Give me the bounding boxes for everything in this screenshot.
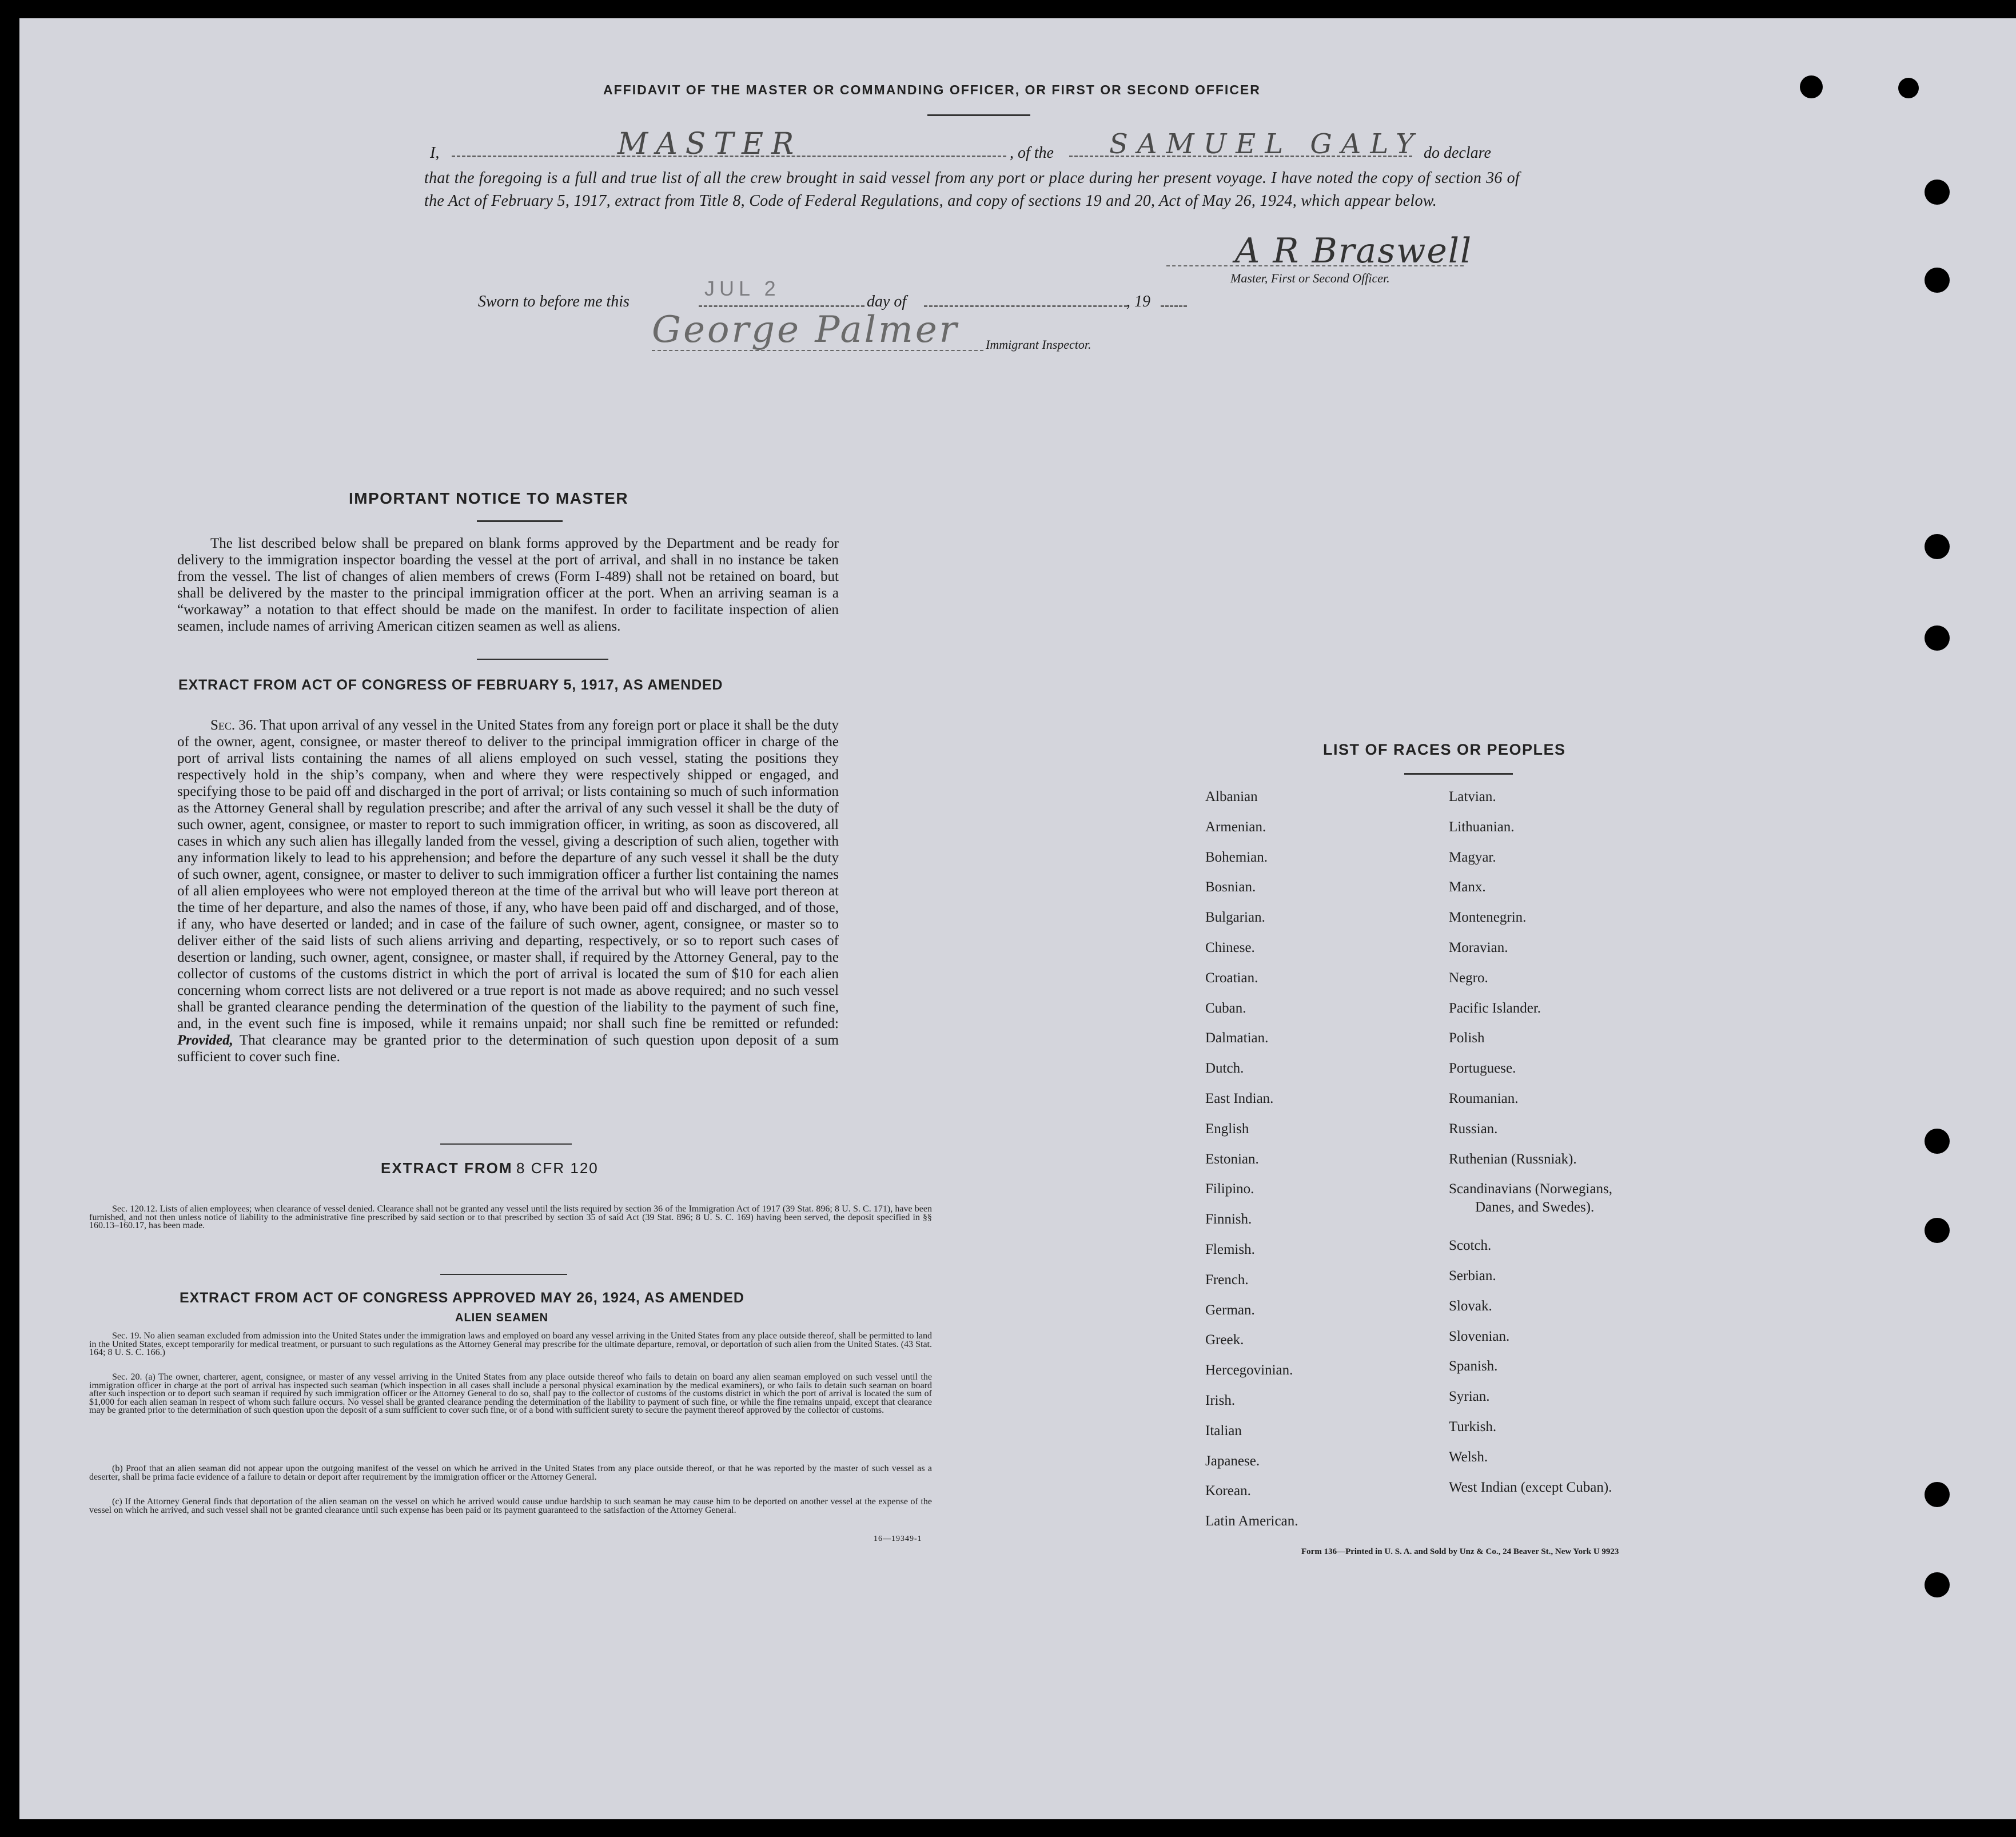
date-stamp: JUL 2 xyxy=(704,277,780,300)
extract1917-end-rule xyxy=(440,1143,572,1145)
race-item: Negro. xyxy=(1449,970,1488,986)
extract-cfr-title xyxy=(381,1159,599,1177)
inspector-caption: Immigrant Inspector. xyxy=(986,337,1091,352)
alien-seamen-subtitle: ALIEN SEAMEN xyxy=(455,1312,549,1324)
affidavit-paragraph: that the foregoing is a full and true list of all the crew brought in said vessel from any port or place during her present voyage. I have noted the copy of section 36 of the Act of February 5, 1917, extract from Title 8, Code of Federal Regulations, and copy of sections 19 and 20, Act of May 26, 1924, which appear below. xyxy=(424,169,1520,210)
provided-label: Provided, xyxy=(177,1033,233,1048)
race-item: English xyxy=(1205,1121,1249,1137)
affidavit-do-declare: do declare xyxy=(1424,144,1491,162)
affidavit-line1-prefix: I, xyxy=(430,144,440,162)
notice-title-rule xyxy=(477,520,563,522)
sworn-prefix: Sworn to before me this xyxy=(478,293,629,310)
sec20c-body: (c) If the Attorney General finds that deportation of the alien seaman on the vessel on which he arrived would cause undue hardship to such seaman he may cause him to be deported on another vessel at the expense of the vessel on which he arrived, and such vessel shall not be granted clearance until such expense has been paid or its payment guaranteed to the satisfaction of the Attorney General. xyxy=(89,1497,932,1515)
race-item: Finnish. xyxy=(1205,1212,1252,1227)
notice-end-rule xyxy=(477,659,608,660)
race-item: Filipino. xyxy=(1205,1181,1254,1197)
sec36-label: Sec. 36. xyxy=(210,718,257,733)
sec20a-body: Sec. 20. (a) The owner, charterer, agent, consignee, or master of any vessel arriving in the United States from any place outside thereof who fails to detain on board any alien seaman employed on such vessel until the immigration officer in charge at the port of arrival has inspected such seaman (which inspection in all cases shall include a personal physical examination by the medical examiners), or who fails to detain such seaman on board after such inspection or to deport such seaman if required by such immigration officer or the Attorney General to do so, shall pay to the collector of customs of the customs district in which the port of arrival is located the sum of $1,000 for each alien seaman in respect of whom such failure occurs. No vessel shall be granted clearance pending the determination of the liability to payment of such fine, or while the fine remains unpaid, except that clearance may be granted prior to the determination of such question upon the deposit of a sum sufficient to cover such fine, or of a bond with sufficient surety to secure the payment thereof approved by the collector of customs. xyxy=(89,1372,932,1415)
race-item: Chinese. xyxy=(1205,940,1255,955)
race-item: Latvian. xyxy=(1449,789,1496,804)
race-item: Pacific Islander. xyxy=(1449,1001,1541,1016)
cfr-end-rule xyxy=(440,1274,567,1275)
punch-hole-3 xyxy=(1925,180,1950,205)
race-item: Bulgarian. xyxy=(1205,910,1265,925)
race-item: Syrian. xyxy=(1449,1389,1490,1404)
inspector-signature: George Palmer xyxy=(652,309,959,351)
race-item: Portuguese. xyxy=(1449,1061,1516,1076)
races-title: LIST OF RACES OR PEOPLES xyxy=(1323,741,1566,758)
sworn-month-blank xyxy=(924,305,1127,307)
vessel-name-handwritten: SAMUEL GALY xyxy=(1109,128,1423,160)
race-item: Scandinavians (Norwegians, xyxy=(1449,1181,1613,1197)
punch-hole-4 xyxy=(1925,268,1950,293)
cfr-title-ref: 8 CFR 120 xyxy=(516,1159,599,1177)
punch-hole-8 xyxy=(1925,1218,1950,1243)
races-title-rule xyxy=(1404,773,1513,775)
punch-hole-5 xyxy=(1925,534,1950,559)
race-item: Albanian xyxy=(1205,789,1258,804)
sworn-year: , 19 xyxy=(1126,293,1150,310)
race-item: Russian. xyxy=(1449,1121,1498,1137)
signature-caption: Master, First or Second Officer. xyxy=(1230,271,1390,285)
race-item: Estonian. xyxy=(1205,1151,1259,1167)
race-item: Italian xyxy=(1205,1423,1242,1438)
sworn-day-of: day of xyxy=(867,293,907,310)
position-handwritten: MASTER xyxy=(617,127,802,161)
extract1917-title: EXTRACT FROM ACT OF CONGRESS OF FEBRUARY 5, 1917, AS AMENDED xyxy=(178,677,723,693)
cfr-title-prefix: EXTRACT FROM xyxy=(381,1159,513,1177)
race-item: Korean. xyxy=(1205,1483,1251,1499)
punch-hole-2 xyxy=(1898,78,1919,98)
race-item: Turkish. xyxy=(1449,1419,1497,1434)
sworn-date-blank xyxy=(699,305,864,307)
race-item: Scotch. xyxy=(1449,1238,1492,1253)
race-item: West Indian (except Cuban). xyxy=(1449,1480,1612,1495)
form-code: 16—19349-1 xyxy=(874,1535,922,1543)
race-item: Montenegrin. xyxy=(1449,910,1527,925)
race-item: Croatian. xyxy=(1205,970,1258,986)
notice-body: The list described below shall be prepared on blank forms approved by the Department and be ready for delivery to the immigration inspector boarding the vessel at the port of arrival, and shall in no instance be taken from the vessel. The list of changes of alien members of crews (Form I-489) shall not be retained on board, but shall be delivered by the master to the principal immigration officer at the port. When an arriving seaman is a “workaway” a notation to that effect should be made on the manifest. In order to facilitate inspection of alien seamen, include names of arriving American citizen seamen as well as aliens. xyxy=(177,536,839,634)
punch-hole-10 xyxy=(1925,1572,1950,1597)
race-item: Japanese. xyxy=(1205,1453,1260,1469)
race-item: Moravian. xyxy=(1449,940,1508,955)
printer-footer: Form 136—Printed in U. S. A. and Sold by Unz & Co., 24 Beaver St., New York U 9923 xyxy=(1301,1547,1619,1556)
sec19-body: Sec. 19. No alien seaman excluded from admission into the United States under the immigration laws and employed on board any vessel arriving in the United States from any place outside thereof, shall be permitted to land in the United States, except temporarily for medical treatment, or pursuant to such regulations as the Attorney General may prescribe for the ultimate departure, removal, or deportation of such alien from the United States. (43 Stat. 164; 8 U. S. C. 166.) xyxy=(89,1331,932,1357)
race-item: Cuban. xyxy=(1205,1001,1246,1016)
sec20b-body: (b) Proof that an alien seaman did not appear upon the outgoing manifest of the vessel on which he arrived in the United States from any place outside thereof, or that he was reported by the master of such vessel as a deserter, shall be prima facie evidence of a failure to detain or deport after requirement by the immigration officer or the Attorney General. xyxy=(89,1464,932,1482)
cfr-body: Sec. 120.12. Lists of alien employees; when clearance of vessel denied. Clearance shall not be granted any vessel until the lists required by section 36 of the Immigration Act of 1917 (39 Stat. 896; 8 U. S. C. 171), have been furnished, and not then unless notice of liability to the administrative fine prescribed by said section or to that prescribed by section 35 of said Act (39 Stat. 896; 8 U. S. C. 169) having been served, the deposit specified in §§ 160.13–160.17, has been made. xyxy=(89,1204,932,1230)
race-item: Welsh. xyxy=(1449,1449,1488,1465)
race-item: Irish. xyxy=(1205,1393,1236,1408)
race-item: Armenian. xyxy=(1205,819,1266,835)
race-item: Bohemian. xyxy=(1205,850,1268,865)
sec36-text: That upon arrival of any vessel in the United States from any foreign port or place it shall be the duty of the owner, agent, consignee, or master thereof to deliver to the principal immigration officer in charge of the port of arrival lists containing the names of all aliens employed on such vessel, stating the positions they respectively hold in the ship’s company, when and where they were respectively shipped or engaged, and specifying those to be paid off and discharged in the port of arrival; or lists containing so much of such information as the Attorney General shall by regulation prescribe; and after the arrival of any such vessel it shall be the duty of such owner, agent, consignee, or master to report to such immigration officer, in writing, as soon as discovered, all cases in which any such alien has illegally landed from the vessel, giving a description of such alien, together with any information likely to lead to his apprehension; and before the departure of any such vessel it shall be the duty of such owner, agent, consignee, or master to deliver to such immigration officer a further list containing the names of all alien employees who were not employed thereon at the time of the arrival but who will leave port thereon at the time of her departure, and also the names of those, if any, who have been paid off and discharged, and of those, if any, who have deserted or landed; and in case of the failure of such owner, agent, consignee, or master so to deliver either of the said lists of such aliens arriving and departing, respectively, or so to report such cases of desertion or landing, such owner, agent, consignee, or master shall, if required by the Attorney General, pay to the collector of customs of the customs district in which the port of arrival is located the sum of $10 for each alien concerning whom correct lists are not delivered or a true report is not made as above required; and no such vessel shall be granted clearance pending the determination of the question of the liability to the payment of such fine, and, in the event such fine is imposed, while it remains unpaid; nor shall such fine be remitted or refunded: xyxy=(177,718,839,1031)
race-item: Slovak. xyxy=(1449,1298,1492,1314)
race-item: Manx. xyxy=(1449,879,1486,895)
race-item: Ruthenian (Russniak). xyxy=(1449,1151,1577,1167)
sworn-year-blank xyxy=(1161,305,1187,307)
affidavit-of-the: , of the xyxy=(1010,144,1054,162)
race-item: Latin American. xyxy=(1205,1513,1298,1529)
race-item: Danes, and Swedes). xyxy=(1475,1200,1595,1215)
race-item: French. xyxy=(1205,1272,1249,1288)
race-item: Dutch. xyxy=(1205,1061,1244,1076)
punch-hole-9 xyxy=(1925,1482,1950,1507)
race-item: Magyar. xyxy=(1449,850,1496,865)
race-item: East Indian. xyxy=(1205,1091,1274,1106)
race-item: Dalmatian. xyxy=(1205,1030,1269,1046)
race-item: Polish xyxy=(1449,1030,1485,1046)
race-item: Serbian. xyxy=(1449,1268,1496,1284)
race-item: Flemish. xyxy=(1205,1242,1255,1257)
punch-hole-1 xyxy=(1800,75,1823,98)
race-item: Greek. xyxy=(1205,1332,1244,1348)
extract1924-title: EXTRACT FROM ACT OF CONGRESS APPROVED MAY 26, 1924, AS AMENDED xyxy=(180,1290,744,1306)
race-item: Roumanian. xyxy=(1449,1091,1519,1106)
punch-hole-6 xyxy=(1925,625,1950,651)
race-item: Hercegovinian. xyxy=(1205,1362,1293,1378)
race-item: Lithuanian. xyxy=(1449,819,1515,835)
race-item: Bosnian. xyxy=(1205,879,1256,895)
punch-hole-7 xyxy=(1925,1129,1950,1154)
notice-title: IMPORTANT NOTICE TO MASTER xyxy=(349,489,629,507)
affidavit-title-rule xyxy=(927,114,1030,116)
race-item: German. xyxy=(1205,1302,1255,1318)
provided-text: That clearance may be granted prior to the determination of such question upon deposit of a sum sufficient to cover such fine. xyxy=(177,1033,839,1065)
race-item: Spanish. xyxy=(1449,1358,1498,1374)
race-item: Slovenian. xyxy=(1449,1329,1510,1344)
affidavit-title: AFFIDAVIT OF THE MASTER OR COMMANDING OFFICER, OR FIRST OR SECOND OFFICER xyxy=(603,82,1261,97)
extract1917-body xyxy=(177,717,839,1065)
master-signature: A R Braswell xyxy=(1235,231,1473,271)
